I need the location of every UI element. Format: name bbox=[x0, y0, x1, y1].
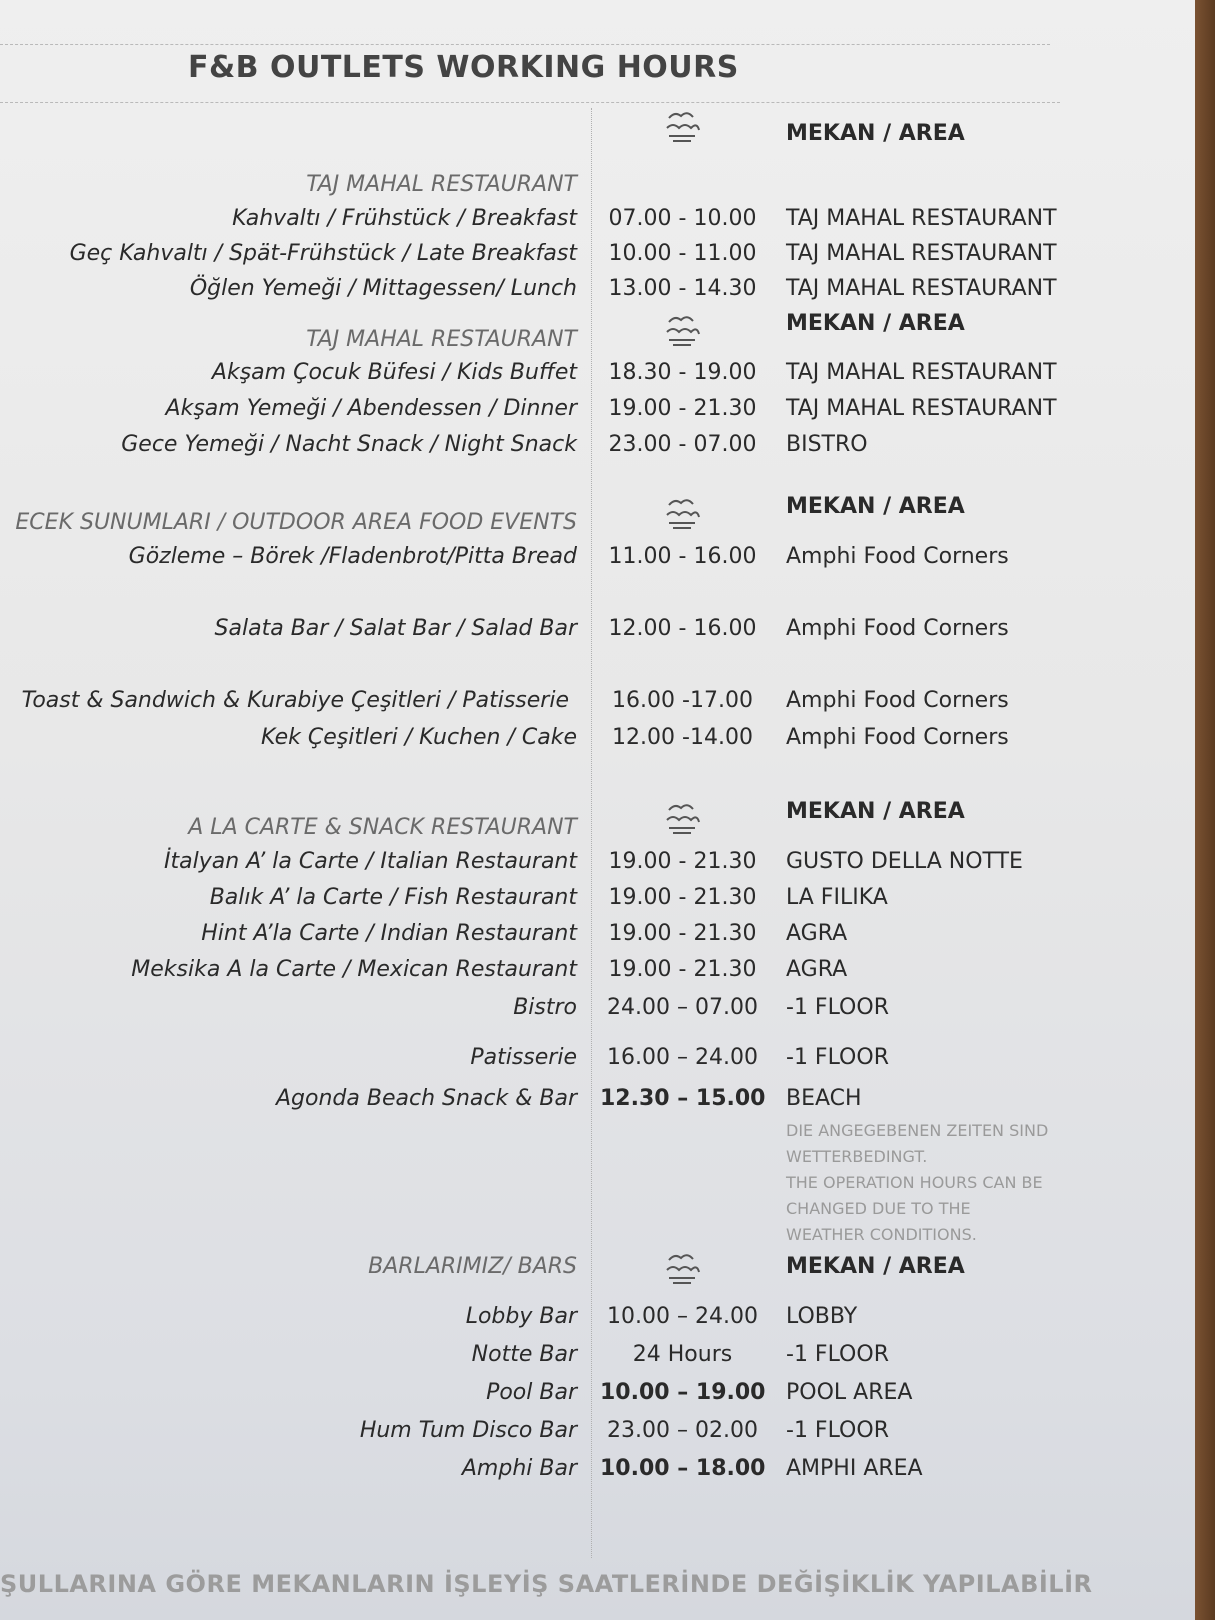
outlet-label: Toast & Sandwich & Kurabiye Çeşitleri / Patisserie bbox=[21, 688, 569, 713]
table-row bbox=[0, 1414, 1195, 1448]
outlet-time: 24.00 – 07.00 bbox=[607, 995, 758, 1020]
outlet-area: TAJ MAHAL RESTAURANT bbox=[786, 241, 1057, 266]
note-line: DIE ANGEGEBENEN ZEITEN SIND bbox=[786, 1121, 1049, 1140]
outlet-time: 23.00 – 02.00 bbox=[607, 1418, 758, 1443]
section-title: BARLARIMIZ/ BARS bbox=[368, 1254, 577, 1279]
outlet-time: 24 Hours bbox=[632, 1342, 733, 1367]
outlet-time: 10.00 – 19.00 bbox=[600, 1380, 766, 1405]
section-title: A LA CARTE & SNACK RESTAURANT bbox=[188, 815, 577, 840]
outlet-time: 10.00 – 18.00 bbox=[600, 1456, 766, 1481]
outlet-label: Akşam Yemeği / Abendessen / Dinner bbox=[165, 396, 577, 421]
table-row bbox=[0, 356, 1195, 390]
area-header: MEKAN / AREA bbox=[786, 494, 965, 519]
outlet-label: Meksika A la Carte / Mexican Restaurant bbox=[131, 957, 577, 982]
note-line: WETTERBEDINGT. bbox=[786, 1147, 928, 1166]
outlet-area: BEACH bbox=[786, 1086, 862, 1111]
outlet-label: Gece Yemeği / Nacht Snack / Night Snack bbox=[121, 432, 577, 457]
outlet-label: İtalyan A’ la Carte / Italian Restaurant bbox=[164, 849, 577, 874]
section-title: ECEK SUNUMLARI / OUTDOOR AREA FOOD EVENTS bbox=[15, 510, 577, 535]
outlet-area: POOL AREA bbox=[786, 1380, 913, 1405]
table-row bbox=[0, 612, 1195, 646]
chef-hat-icon bbox=[659, 495, 705, 535]
chef-hat-icon bbox=[659, 312, 705, 352]
page-title: F&B OUTLETS WORKING HOURS bbox=[188, 50, 739, 85]
outlet-area: Amphi Food Corners bbox=[786, 725, 1009, 750]
top-divider bbox=[0, 44, 1050, 45]
outlet-area: LOBBY bbox=[786, 1304, 858, 1329]
outlet-area: -1 FLOOR bbox=[786, 1045, 889, 1070]
outlet-area: TAJ MAHAL RESTAURANT bbox=[786, 276, 1057, 301]
outlet-area: BISTRO bbox=[786, 432, 868, 457]
table-row bbox=[0, 272, 1195, 306]
outlet-label: Geç Kahvaltı / Spät-Frühstück / Late Breakfast bbox=[69, 241, 577, 266]
table-row bbox=[0, 991, 1195, 1025]
chef-hat-icon bbox=[659, 1250, 705, 1290]
outlet-label: Salata Bar / Salat Bar / Salad Bar bbox=[214, 616, 577, 641]
table-row bbox=[0, 1300, 1195, 1334]
table-row bbox=[0, 953, 1195, 987]
section-title: TAJ MAHAL RESTAURANT bbox=[306, 327, 577, 352]
outlet-time: 19.00 - 21.30 bbox=[608, 849, 757, 874]
note-line: CHANGED DUE TO THE bbox=[786, 1199, 971, 1218]
outlet-time: 10.00 - 11.00 bbox=[608, 241, 757, 266]
outlet-label: Patisserie bbox=[470, 1045, 577, 1070]
chef-hat-icon bbox=[659, 108, 705, 148]
outlet-time: 16.00 -17.00 bbox=[612, 688, 753, 713]
outlet-time: 07.00 - 10.00 bbox=[608, 206, 757, 231]
weather-note bbox=[786, 1118, 1086, 1248]
outlet-label: Hint A’la Carte / Indian Restaurant bbox=[201, 921, 577, 946]
outlet-label: Bistro bbox=[513, 995, 577, 1020]
outlet-time: 19.00 - 21.30 bbox=[608, 921, 757, 946]
outlet-area: -1 FLOOR bbox=[786, 995, 889, 1020]
outlet-area: -1 FLOOR bbox=[786, 1418, 889, 1443]
outlet-area: -1 FLOOR bbox=[786, 1342, 889, 1367]
outlet-label: Kek Çeşitleri / Kuchen / Cake bbox=[260, 725, 577, 750]
table-row bbox=[0, 1041, 1195, 1075]
outlet-time: 12.00 -14.00 bbox=[612, 725, 753, 750]
table-row bbox=[0, 1376, 1195, 1410]
outlet-time: 11.00 - 16.00 bbox=[608, 544, 757, 569]
outlet-time: 13.00 - 14.30 bbox=[608, 276, 757, 301]
outlet-area: TAJ MAHAL RESTAURANT bbox=[786, 206, 1057, 231]
outlet-time: 10.00 – 24.00 bbox=[607, 1304, 758, 1329]
table-row bbox=[0, 392, 1195, 426]
section-title: TAJ MAHAL RESTAURANT bbox=[306, 172, 577, 197]
outlet-time: 18.30 - 19.00 bbox=[608, 360, 757, 385]
table-row bbox=[0, 845, 1195, 879]
outlet-time: 12.30 – 15.00 bbox=[600, 1086, 766, 1111]
area-header: MEKAN / AREA bbox=[786, 1254, 965, 1279]
area-header: MEKAN / AREA bbox=[786, 121, 965, 146]
area-header: MEKAN / AREA bbox=[786, 799, 965, 824]
outlet-time: 19.00 - 21.30 bbox=[608, 396, 757, 421]
outlet-area: LA FILIKA bbox=[786, 885, 888, 910]
table-row bbox=[0, 917, 1195, 951]
outlet-label: Öğlen Yemeği / Mittagessen/ Lunch bbox=[189, 276, 577, 301]
outlet-area: AMPHI AREA bbox=[786, 1456, 923, 1481]
outlet-label: Lobby Bar bbox=[465, 1304, 577, 1329]
table-row bbox=[0, 237, 1195, 271]
outlet-time: 12.00 - 16.00 bbox=[608, 616, 757, 641]
title-divider bbox=[0, 102, 1060, 103]
note-line: WEATHER CONDITIONS. bbox=[786, 1225, 977, 1244]
outlet-time: 19.00 - 21.30 bbox=[608, 885, 757, 910]
outlet-area: Amphi Food Corners bbox=[786, 688, 1009, 713]
outlet-label: Balık A’ la Carte / Fish Restaurant bbox=[209, 885, 577, 910]
outlet-area: GUSTO DELLA NOTTE bbox=[786, 849, 1023, 874]
table-edge bbox=[1195, 0, 1215, 1620]
table-row bbox=[0, 1338, 1195, 1372]
outlet-label: Akşam Çocuk Büfesi / Kids Buffet bbox=[211, 360, 577, 385]
outlet-area: Amphi Food Corners bbox=[786, 616, 1009, 641]
area-header: MEKAN / AREA bbox=[786, 311, 965, 336]
outlet-time: 23.00 - 07.00 bbox=[608, 432, 757, 457]
table-row bbox=[0, 721, 1195, 755]
outlet-label: Kahvaltı / Frühstück / Breakfast bbox=[232, 206, 577, 231]
outlet-area: AGRA bbox=[786, 921, 848, 946]
footer-note: ŞULLARINA GÖRE MEKANLARIN İŞLEYİŞ SAATLERİNDE DEĞİŞİKLİK YAPILABİLİR bbox=[0, 1570, 1093, 1598]
table-row bbox=[0, 684, 1195, 718]
outlet-area: TAJ MAHAL RESTAURANT bbox=[786, 396, 1057, 421]
outlet-label: Agonda Beach Snack & Bar bbox=[276, 1086, 577, 1111]
chef-hat-icon bbox=[659, 800, 705, 840]
table-row bbox=[0, 1452, 1195, 1486]
table-row bbox=[0, 881, 1195, 915]
outlet-time: 16.00 – 24.00 bbox=[607, 1045, 758, 1070]
outlet-area: Amphi Food Corners bbox=[786, 544, 1009, 569]
table-row bbox=[0, 1082, 1195, 1116]
outlet-label: Notte Bar bbox=[471, 1342, 577, 1367]
outlet-label: Amphi Bar bbox=[461, 1456, 577, 1481]
outlet-area: TAJ MAHAL RESTAURANT bbox=[786, 360, 1057, 385]
outlet-label: Gözleme – Börek /Fladenbrot/Pitta Bread bbox=[128, 544, 577, 569]
outlet-label: Pool Bar bbox=[486, 1380, 577, 1405]
table-row bbox=[0, 428, 1195, 462]
outlet-label: Hum Tum Disco Bar bbox=[359, 1418, 577, 1443]
outlet-time: 19.00 - 21.30 bbox=[608, 957, 757, 982]
note-line: THE OPERATION HOURS CAN BE bbox=[786, 1173, 1043, 1192]
table-row bbox=[0, 540, 1195, 574]
table-row bbox=[0, 202, 1195, 236]
outlet-area: AGRA bbox=[786, 957, 848, 982]
